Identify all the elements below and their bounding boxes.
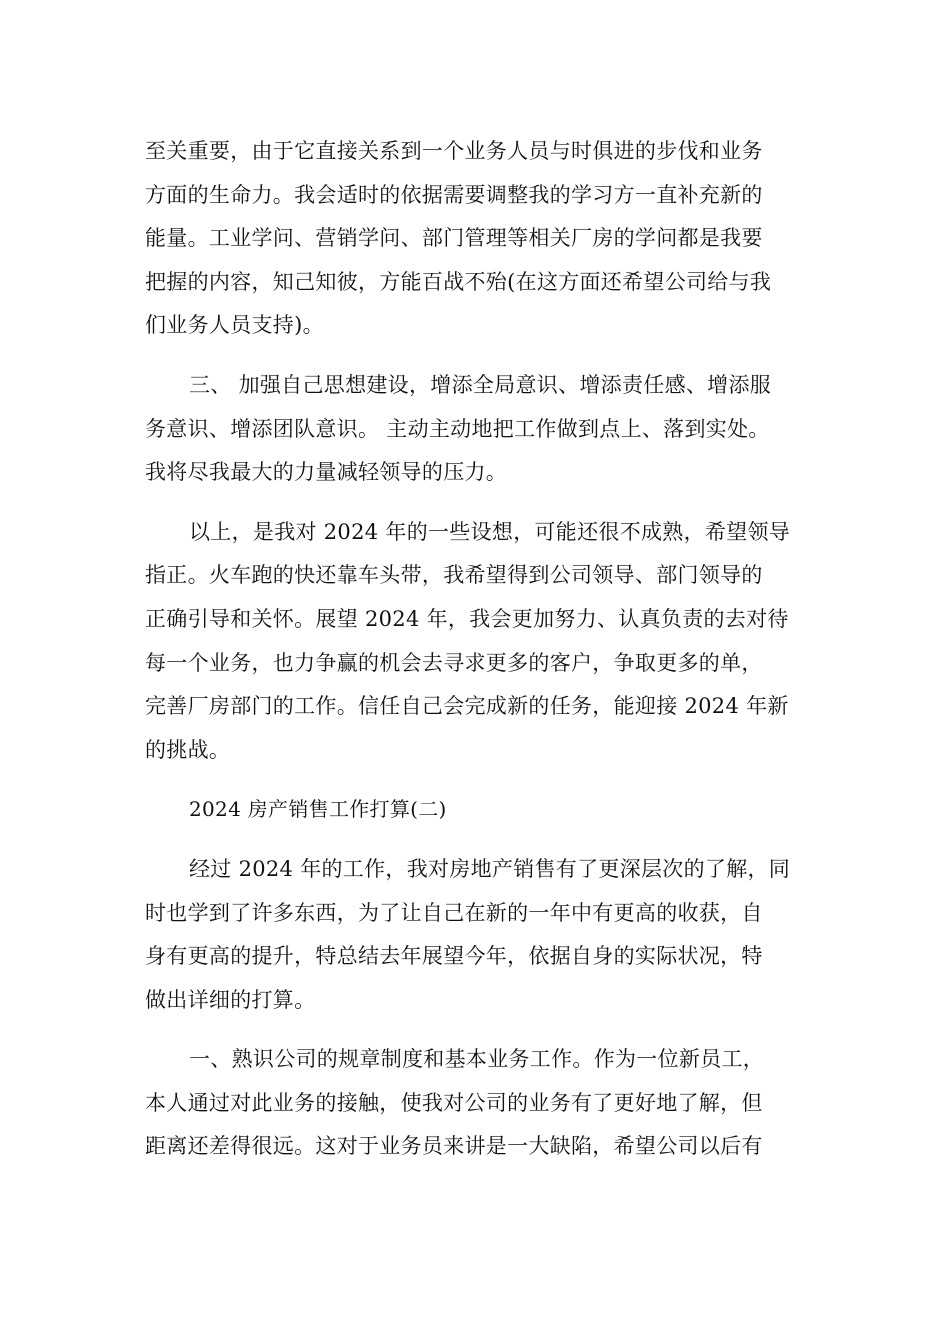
section-title: 2024 房产销售工作打算(二) bbox=[189, 797, 447, 822]
paragraph-spacer bbox=[145, 1022, 808, 1038]
text-line: 时也学到了许多东西，为了让自己在新的一年中有更高的收获，自 bbox=[145, 900, 763, 925]
text-line: 本人通过对此业务的接触，使我对公司的业务有了更好地了解，但 bbox=[145, 1090, 763, 1115]
paragraph-5 bbox=[145, 1038, 808, 1169]
paragraph-spacer bbox=[145, 772, 808, 788]
text-line: 经过 2024 年的工作，我对房地产销售有了更深层次的了解，同 bbox=[189, 856, 791, 881]
paragraph-1 bbox=[145, 130, 808, 348]
text-line: 三、 加强自己思想建设，增添全局意识、增添责任感、增添服 bbox=[189, 372, 772, 397]
text-line: 至关重要，由于它直接关系到一个业务人员与时俱进的步伐和业务 bbox=[145, 139, 763, 163]
text-line: 做出详细的打算。 bbox=[145, 987, 316, 1012]
text-line: 的挑战。 bbox=[145, 737, 231, 762]
text-line: 身有更高的提升，特总结去年展望今年，依据自身的实际状况，特 bbox=[145, 944, 763, 969]
text-line: 把握的内容，知己知彼，方能百战不殆(在这方面还希望公司给与我 bbox=[145, 269, 772, 294]
text-line: 我将尽我最大的力量减轻领导的压力。 bbox=[145, 460, 508, 485]
paragraph-spacer bbox=[145, 832, 808, 848]
text-line: 务意识、增添团队意识。 主动主动地把工作做到点上、落到实处。 bbox=[145, 416, 770, 441]
paragraph-spacer bbox=[145, 495, 808, 511]
text-line: 能量。工业学问、营销学问、部门管理等相关厂房的学问都是我要 bbox=[145, 226, 763, 251]
text-line: 们业务人员支持)。 bbox=[145, 313, 324, 338]
text-line: 正确引导和关怀。展望 2024 年，我会更加努力、认真负责的去对待 bbox=[145, 606, 789, 631]
paragraph-3 bbox=[145, 511, 808, 773]
text-line: 指正。火车跑的快还靠车头带，我希望得到公司领导、部门领导的 bbox=[145, 563, 763, 588]
text-line: 一、熟识公司的规章制度和基本业务工作。作为一位新员工， bbox=[189, 1047, 765, 1072]
paragraph-spacer bbox=[145, 348, 808, 364]
text-line: 方面的生命力。我会适时的依据需要调整我的学习方一直补充新的 bbox=[145, 182, 763, 207]
document-body bbox=[145, 130, 808, 1169]
text-line: 以上，是我对 2024 年的一些设想，可能还很不成熟，希望领导 bbox=[189, 519, 791, 544]
text-line: 距离还差得很远。这对于业务员来讲是一大缺陷，希望公司以后有 bbox=[145, 1134, 763, 1159]
section-heading bbox=[145, 788, 808, 832]
text-line: 完善厂房部门的工作。信任自己会完成新的任务，能迎接 2024 年新 bbox=[145, 694, 789, 719]
paragraph-2 bbox=[145, 364, 808, 495]
text-line: 每一个业务，也力争赢的机会去寻求更多的客户，争取更多的单， bbox=[145, 650, 763, 675]
paragraph-4 bbox=[145, 848, 808, 1022]
